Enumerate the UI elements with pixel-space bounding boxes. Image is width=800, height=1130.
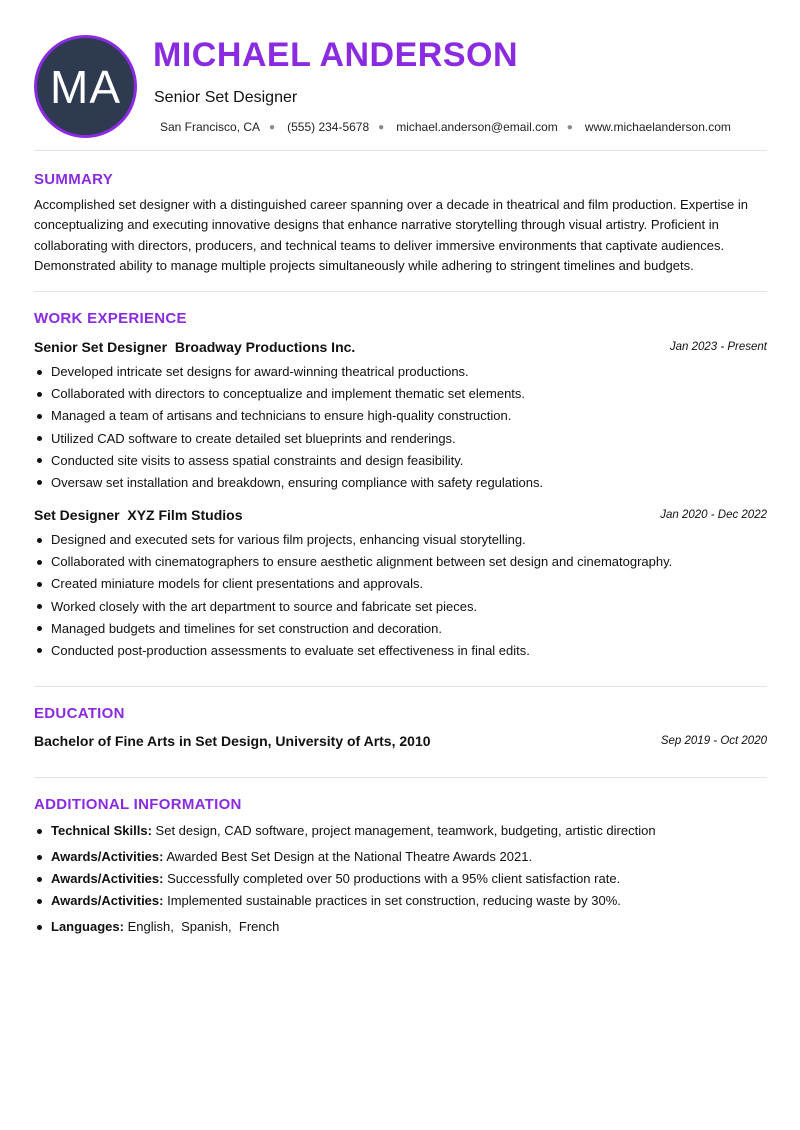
divider [34,291,767,292]
job-dates: Jan 2020 - Dec 2022 [660,509,767,521]
list-item: Conducted site visits to assess spatial constraints and design feasibility. [34,452,767,474]
candidate-title: Senior Set Designer [154,89,298,106]
list-item [34,822,767,848]
list-item: Collaborated with directors to conceptualize and implement thematic set elements. [34,385,767,407]
separator-dot-icon: ● [269,121,276,133]
job-dates: Jan 2023 - Present [669,341,767,353]
divider [34,777,767,778]
list-item [34,848,767,870]
additional-heading: ADDITIONAL INFORMATION [34,796,242,813]
list-item: Worked closely with the art department to source and fabricate set pieces. [34,598,767,620]
list-item [34,918,767,940]
job-title-company [34,507,243,523]
education-entry [34,733,767,751]
experience-heading: WORK EXPERIENCE [34,310,187,327]
list-item: Developed intricate set designs for award-winning theatrical productions. [34,363,767,385]
list-item [34,892,767,918]
item-text: Awarded Best Set Design at the National Theatre Awards 2021. [166,849,533,864]
item-label: Awards/Activities: [51,893,164,908]
list-item: Utilized CAD software to create detailed set blueprints and renderings. [34,430,767,452]
item-text: English, Spanish, French [127,919,280,934]
list-item: Managed budgets and timelines for set construction and decoration. [34,620,767,642]
divider [34,686,767,687]
item-label: Awards/Activities: [51,849,164,864]
summary-text: Accomplished set designer with a distinguished career spanning over a decade in theatrical and film production. Expertise in conceptualizing and executing innovative designs that enhance narrative storytelling through visual artistry. Proficient in collaborating with directors, producers, and technical teams to deliver immersive environments that captivate audiences. Demonstrated ability to manage multiple projects simultaneously while adhering to stringent timelines and budgets. [34,197,748,273]
job-role: Senior Set Designer [34,339,168,355]
list-item: Conducted post-production assessments to evaluate set effectiveness in final edits. [34,642,767,664]
avatar-initials: MA [50,60,121,113]
list-item: Managed a team of artisans and technicians to ensure high-quality construction. [34,407,767,429]
divider [34,150,767,151]
contact-bar [160,120,731,134]
job-header [34,507,767,525]
education-degree: Bachelor of Fine Arts in Set Design, University of Arts, 2010 [34,733,431,749]
separator-dot-icon: ● [378,121,385,133]
item-label: Technical Skills: [51,823,152,838]
list-item: Created miniature models for client presentations and approvals. [34,575,767,597]
avatar [34,35,137,138]
additional-list [34,822,767,940]
job-company: Broadway Productions Inc. [174,339,356,355]
education-heading: EDUCATION [34,705,125,722]
job-role: Set Designer [34,507,120,523]
item-label: Languages: [51,919,124,934]
contact-website[interactable]: www.michaelanderson.com [584,120,731,134]
contact-location: San Francisco, CA [160,120,261,134]
item-text: Successfully completed over 50 productions with a 95% client satisfaction rate. [167,871,621,886]
job-company: XYZ Film Studios [127,507,243,523]
list-item: Collaborated with cinematographers to ensure aesthetic alignment between set design and cinematography. [34,553,767,575]
separator-dot-icon: ● [566,121,573,133]
item-label: Awards/Activities: [51,871,164,886]
summary-heading: SUMMARY [34,171,114,188]
list-item: Oversaw set installation and breakdown, ensuring compliance with safety regulations. [34,474,767,496]
candidate-name: MICHAEL ANDERSON [153,36,519,74]
list-item [34,870,767,892]
job-header [34,339,767,357]
contact-phone[interactable]: (555) 234-5678 [287,120,370,134]
education-dates: Sep 2019 - Oct 2020 [660,735,767,747]
job-title-company [34,339,355,355]
job-bullets [34,531,767,664]
contact-email[interactable]: michael.anderson@email.com [396,120,558,134]
job-bullets [34,363,767,496]
item-text: Set design, CAD software, project management, teamwork, budgeting, artistic direction [155,823,656,838]
item-text: Implemented sustainable practices in set construction, reducing waste by 30%. [167,893,621,908]
list-item: Designed and executed sets for various film projects, enhancing visual storytelling. [34,531,767,553]
